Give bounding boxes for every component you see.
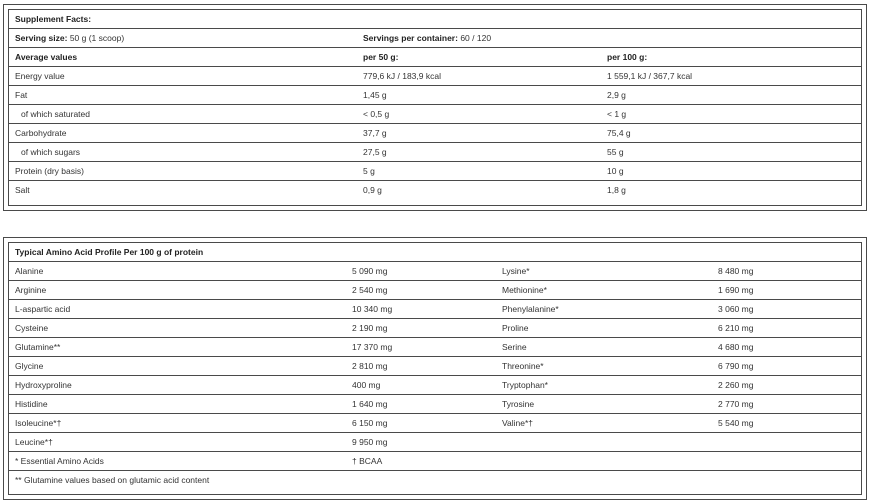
amino-value-left: 17 370 mg: [352, 342, 393, 352]
amino-name-right: Threonine*: [502, 361, 544, 371]
amino-value-left: 5 090 mg: [352, 266, 388, 276]
nutrient-name: Carbohydrate: [15, 128, 67, 138]
serving-row: [9, 29, 861, 48]
amino-row: [9, 281, 861, 300]
supplement-facts-table: [8, 9, 862, 206]
amino-name-right: Proline: [502, 323, 529, 333]
nutrient-per-100g: 10 g: [607, 166, 624, 176]
servings-label: Servings per container:: [363, 33, 458, 43]
nutrient-name: of which saturated: [21, 109, 90, 119]
amino-row: [9, 338, 861, 357]
amino-value-right: 1 690 mg: [718, 285, 754, 295]
nutrient-per-50g: 5 g: [363, 166, 375, 176]
nutrient-per-100g: 1 559,1 kJ / 367,7 kcal: [607, 71, 693, 81]
servings-per-container: [363, 29, 491, 48]
nutrient-row: [9, 143, 861, 162]
nutrient-row: [9, 162, 861, 181]
amino-row: [9, 395, 861, 414]
header-per-50g: per 50 g:: [363, 52, 399, 62]
nutrient-per-50g: 0,9 g: [363, 185, 382, 195]
amino-name-left: L-aspartic acid: [15, 304, 71, 314]
amino-name-right: Methionine*: [502, 285, 547, 295]
amino-value-right: 4 680 mg: [718, 342, 754, 352]
amino-value-right: 5 540 mg: [718, 418, 754, 428]
amino-name-left: * Essential Amino Acids: [15, 456, 104, 466]
amino-value-left: 2 810 mg: [352, 361, 388, 371]
amino-acid-table: [8, 242, 862, 495]
supplement-title-row: [9, 10, 861, 29]
nutrient-per-100g: 1,8 g: [607, 185, 626, 195]
amino-value-left: 10 340 mg: [352, 304, 393, 314]
amino-value-right: 6 790 mg: [718, 361, 754, 371]
amino-name-right: Tyrosine: [502, 399, 535, 409]
amino-row: [9, 414, 861, 433]
header-average-values: Average values: [15, 52, 78, 62]
amino-name-left: Alanine: [15, 266, 44, 276]
nutrient-per-50g: < 0,5 g: [363, 109, 390, 119]
amino-name-left: Arginine: [15, 285, 47, 295]
amino-value-right: 6 210 mg: [718, 323, 754, 333]
nutrient-per-100g: 75,4 g: [607, 128, 631, 138]
nutrient-name: Energy value: [15, 71, 65, 81]
amino-value-left: † BCAA: [352, 456, 383, 466]
amino-row: [9, 300, 861, 319]
amino-row: [9, 357, 861, 376]
amino-name-right: Phenylalanine*: [502, 304, 559, 314]
amino-row: [9, 262, 861, 281]
amino-name-right: Tryptophan*: [502, 380, 548, 390]
amino-row: [9, 471, 861, 490]
nutrient-per-50g: 37,7 g: [363, 128, 387, 138]
supplement-title: Supplement Facts:: [15, 14, 92, 24]
amino-value-right: 2 770 mg: [718, 399, 754, 409]
amino-row: [9, 319, 861, 338]
amino-value-left: 2 540 mg: [352, 285, 388, 295]
serving-size-label: Serving size:: [15, 33, 68, 43]
amino-value-left: 1 640 mg: [352, 399, 388, 409]
amino-name-left: Isoleucine*†: [15, 418, 62, 428]
serving-size-value: 50 g (1 scoop): [69, 33, 125, 43]
nutrient-per-50g: 1,45 g: [363, 90, 387, 100]
amino-row: [9, 433, 861, 452]
amino-value-right: 8 480 mg: [718, 266, 754, 276]
serving-size: [15, 29, 124, 48]
servings-value: 60 / 120: [460, 33, 492, 43]
nutrient-name: Fat: [15, 90, 28, 100]
header-per-100g: per 100 g:: [607, 52, 648, 62]
nutrient-row: [9, 105, 861, 124]
amino-value-left: 6 150 mg: [352, 418, 388, 428]
amino-name-right: Lysine*: [502, 266, 530, 276]
nutrient-row: [9, 124, 861, 143]
amino-value-left: 2 190 mg: [352, 323, 388, 333]
nutrient-per-100g: 55 g: [607, 147, 624, 157]
nutrient-name: of which sugars: [21, 147, 81, 157]
amino-name-right: Serine: [502, 342, 527, 352]
amino-name-left: Cysteine: [15, 323, 49, 333]
amino-name-left: ** Glutamine values based on glutamic acid content: [15, 475, 210, 485]
amino-value-left: 9 950 mg: [352, 437, 388, 447]
nutrient-name: Protein (dry basis): [15, 166, 84, 176]
amino-value-right: 2 260 mg: [718, 380, 754, 390]
nutrient-per-100g: < 1 g: [607, 109, 627, 119]
amino-title-row: [9, 243, 861, 262]
nutrient-per-50g: 27,5 g: [363, 147, 387, 157]
supplement-facts-panel: [3, 4, 867, 211]
amino-value-right: 3 060 mg: [718, 304, 754, 314]
amino-name-left: Glycine: [15, 361, 44, 371]
nutrient-row: [9, 86, 861, 105]
nutrient-name: Salt: [15, 185, 30, 195]
amino-name-left: Histidine: [15, 399, 48, 409]
amino-value-left: 400 mg: [352, 380, 381, 390]
nutrient-row: [9, 181, 861, 200]
amino-name-left: Hydroxyproline: [15, 380, 72, 390]
nutrient-row: [9, 67, 861, 86]
amino-name-right: Valine*†: [502, 418, 534, 428]
supplement-header-row: [9, 48, 861, 67]
nutrient-per-100g: 2,9 g: [607, 90, 626, 100]
nutrient-per-50g: 779,6 kJ / 183,9 kcal: [363, 71, 441, 81]
amino-acid-panel: [3, 237, 867, 500]
amino-row: [9, 376, 861, 395]
amino-name-left: Glutamine**: [15, 342, 61, 352]
amino-row: [9, 452, 861, 471]
amino-title: Typical Amino Acid Profile Per 100 g of protein: [15, 247, 204, 257]
amino-name-left: Leucine*†: [15, 437, 53, 447]
